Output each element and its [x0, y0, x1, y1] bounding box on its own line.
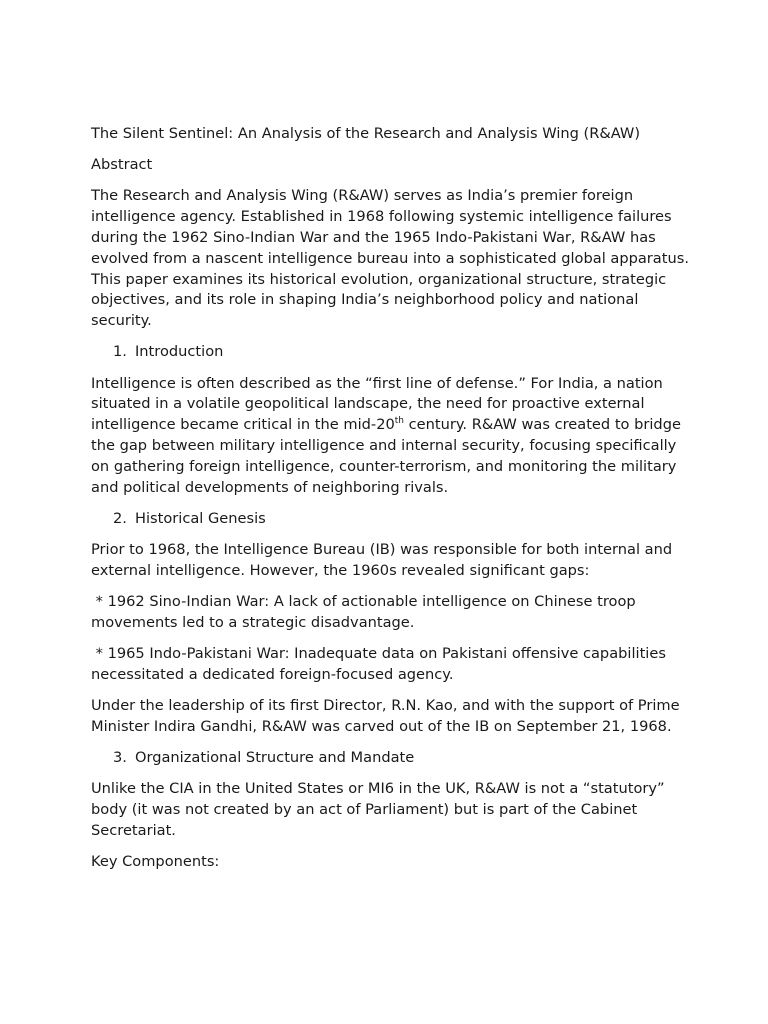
section-number: 3. — [113, 748, 127, 766]
section-title: Organizational Structure and Mandate — [135, 748, 415, 766]
section-title: Historical Genesis — [135, 509, 266, 527]
section-heading-organizational-structure — [91, 748, 691, 769]
introduction-paragraph — [91, 374, 691, 499]
section-number: 2. — [113, 509, 127, 527]
section-number: 1. — [113, 343, 127, 361]
section-heading-historical-genesis — [91, 509, 691, 530]
intro-text-part: century. R&AW was created to bridge the gap between military intelligence and internal security, focusing specifically on gathering foreign intelligence, counter-terrorism, and monitoring the military and political developments of neighboring rivals. — [91, 416, 681, 496]
section-title: Introduction — [135, 343, 224, 361]
bullet-item: * 1962 Sino-Indian War: A lack of actionable intelligence on Chinese troop movements led to a strategic disadvantage. — [91, 592, 641, 631]
historical-paragraph: Prior to 1968, the Intelligence Bureau (IB) was responsible for both internal and external intelligence. However, the 1960s revealed significant gaps: — [91, 540, 673, 579]
abstract-heading: Abstract — [91, 156, 153, 174]
intro-text-part: Intelligence is often described as the “first line of defense.” For India, a nation situated in a volatile geopolitical landscape, the need for proactive external intelligence became critical in the mid-20 — [91, 374, 663, 434]
section-heading-introduction — [91, 342, 691, 363]
key-components-label: Key Components: — [91, 852, 220, 870]
document-title: The Silent Sentinel: An Analysis of the Research and Analysis Wing (R&AW) — [91, 125, 641, 142]
organizational-paragraph: Unlike the CIA in the United States or MI6 in the UK, R&AW is not a “statutory” body (it was not created by an act of Parliament) but is part of the Cabinet Secretariat. — [91, 780, 665, 839]
historical-paragraph: Under the leadership of its first Director, R.N. Kao, and with the support of Prime Minister Indira Gandhi, R&AW was carved out of the IB on September 21, 1968. — [91, 696, 680, 735]
abstract-body: The Research and Analysis Wing (R&AW) serves as India’s premier foreign intelligence agency. Established in 1968 following systemic intelligence failures during the 1962 Sino-Indian War and the 1965 Indo-Pakistani War, R&AW has evolved from a nascent intelligence bureau into a sophisticated global apparatus. This paper examines its historical evolution, organizational structure, strategic objectives, and its role in shaping India’s neighborhood policy and national security. — [91, 187, 689, 330]
bullet-item: * 1965 Indo-Pakistani War: Inadequate data on Pakistani offensive capabilities necessitated a dedicated foreign-focused agency. — [91, 644, 671, 683]
superscript-th: th — [394, 416, 404, 427]
document-page — [91, 124, 691, 883]
